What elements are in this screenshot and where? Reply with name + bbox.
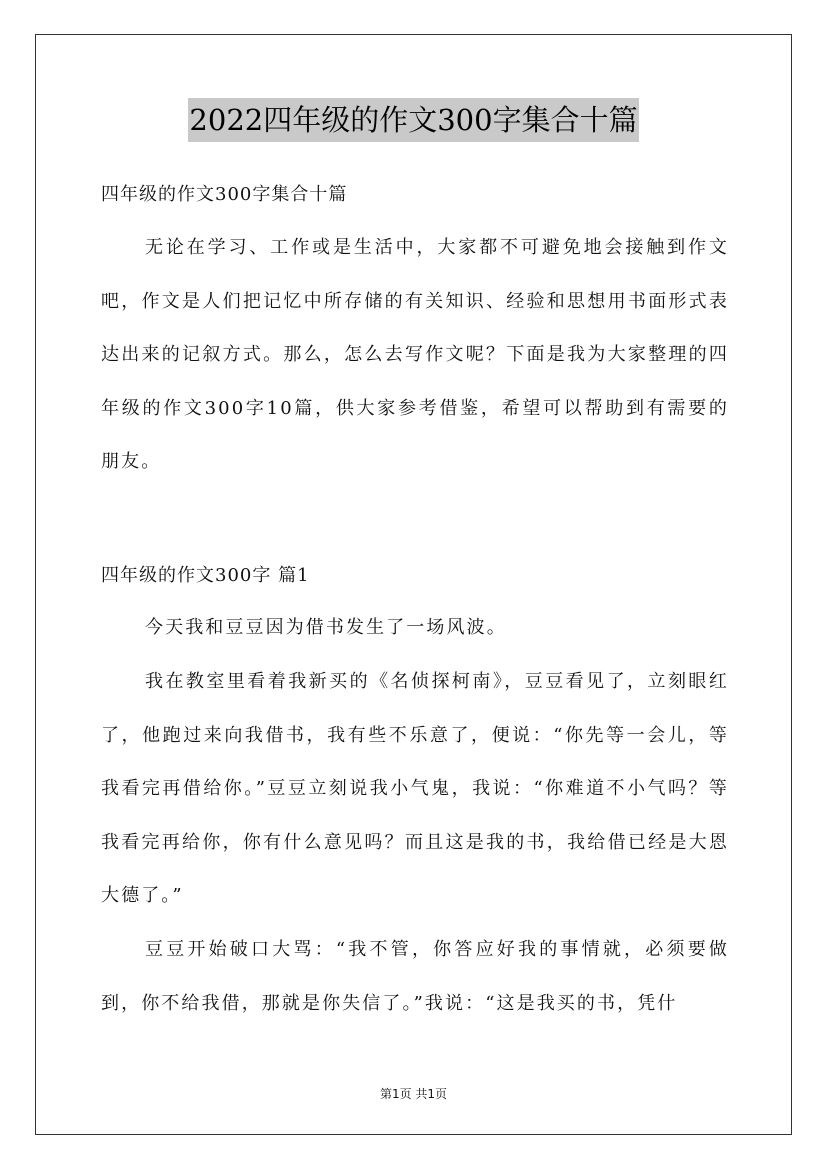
page-footer: 第1页 共1页 [379, 1087, 448, 1101]
body-paragraph-2: 我在教室里看着我新买的《名侦探柯南》，豆豆看见了，立刻眼红了，他跑过来向我借书，我有些不乐意了，便说：“你先等一会儿，等我看完再借给你。”豆豆立刻说我小气鬼，我说：“你难道不小气吗？等我看完再给你，你有什么意见吗？而且这是我的书，我给借已经是大恩大德了。” [101, 671, 729, 906]
document-subtitle: 四年级的作文300字集合十篇 [101, 184, 348, 205]
intro-paragraph: 无论在学习、工作或是生活中，大家都不可避免地会接触到作文吧，作文是人们把记忆中所存储的有关知识、经验和思想用书面形式表达出来的记叙方式。那么，怎么去写作文呢？下面是我为大家整理的四年级的作文300字10篇，供大家参考借鉴，希望可以帮助到有需要的朋友。 [101, 237, 729, 472]
body-paragraph-1: 今天我和豆豆因为借书发生了一场风波。 [145, 617, 507, 638]
document-title: 2022四年级的作文300字集合十篇 [188, 98, 638, 142]
body-paragraph-3: 豆豆开始破口大骂：“我不管，你答应好我的事情就，必须要做到，你不给我借，那就是你失信了。”我说：“这是我买的书，凭什 [101, 939, 729, 1014]
section-heading: 四年级的作文300字 篇1 [101, 565, 310, 586]
title-container [0, 98, 827, 142]
